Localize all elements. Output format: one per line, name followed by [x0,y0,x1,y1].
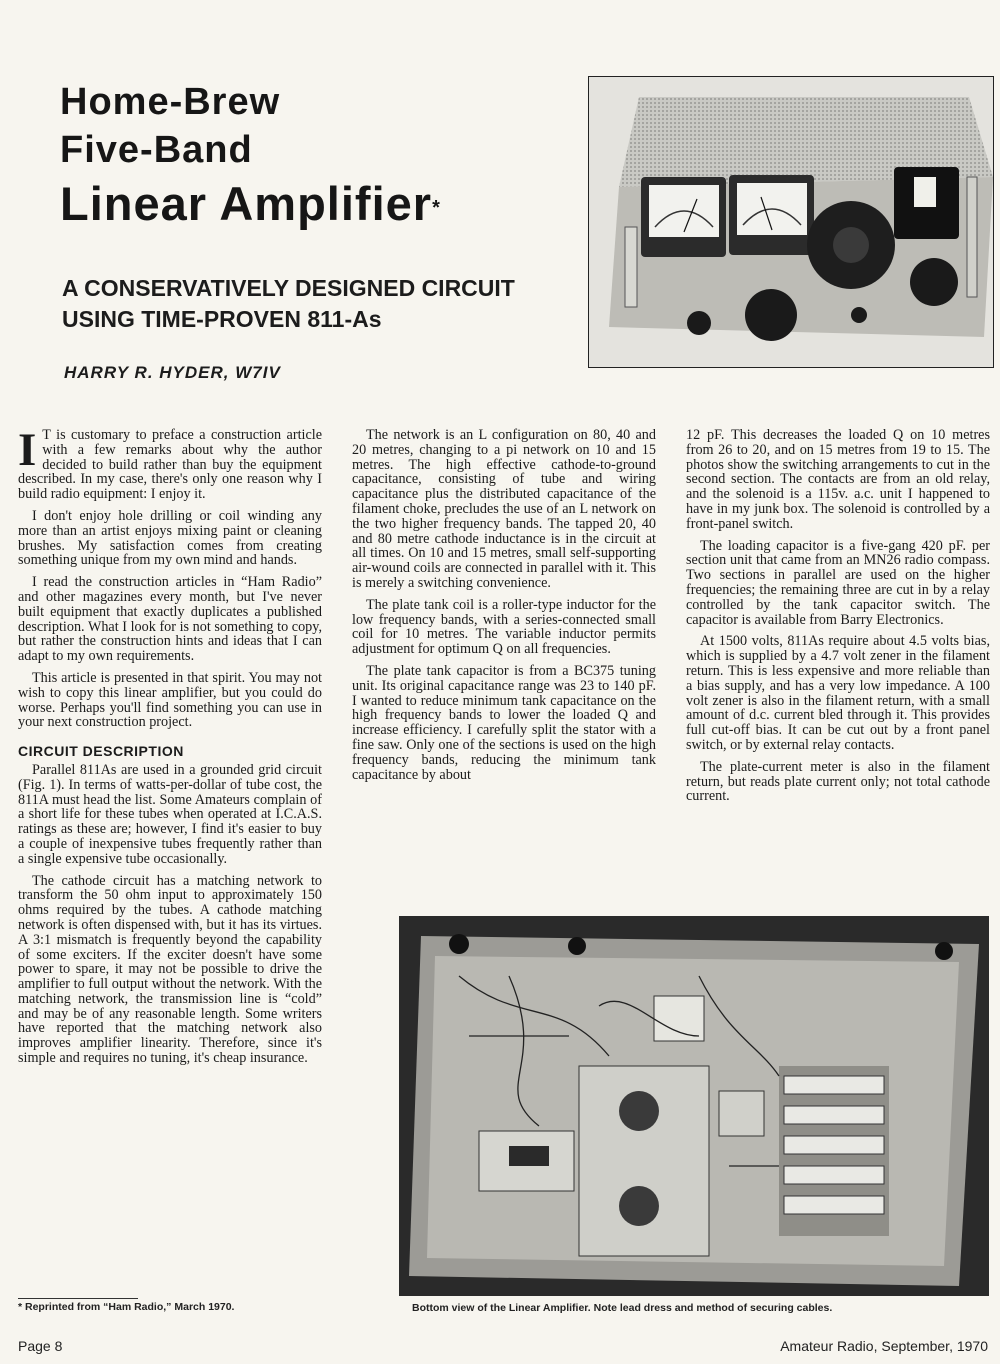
col1-paragraph-6: The cathode circuit has a matching network to transform the 50 ohm input to approximately 150 ohms required by the tubes. A cathode matching network is often dispensed with, but it has its virtues. A 3:1 mismatch is frequently beyond the capability of some exciters. If the exciter doesn't have some power to spare, it may not be possible to drive the amplifier to full output without the network. With the matching network, the transmission line is “cold” and may be of any reasonable length. Some writers have reported that the matching network also improves amplifier linearity. Therefore, since it's simple and requires no tuning, it's cheap insurance. [18,872,322,1067]
title-line-3 [60,174,580,234]
col2-paragraph-3: The plate tank capacitor is from a BC375 tuning unit. Its original capacitance range was 23 to 140 pF. I wanted to reduce minimum tank capacitance on the high frequency bands to lower the loaded Q and increase efficiency. I carefully split the stator with a fine saw. Only one of the sections is used on the high frequency bands, reducing the minimum tank capacitance by about [352,662,656,783]
col2-paragraph-1: The network is an L configuration on 80, 40 and 20 metres, changing to a pi network on 10 and 15 metres. The high effective cathode-to-ground capacitance, consisting of tube and wiring capacitance plus the distributed capacitance of the filament choke, precludes the use of an L network on the two higher frequency bands. The tapped 20, 40 and 80 metre cathode inductance is in the circuit at all times. On 10 and 15 metres, small self-supporting air-wound coils are connected in parallel with it. This is merely a switching convenience. [352,427,656,591]
col3-paragraph-4: The plate-current meter is also in the filament return, but reads plate current only; not total cathode current. [686,758,990,805]
amplifier-front-photo [588,76,994,368]
subtitle-line-1: A CONSERVATIVELY DESIGNED CIRCUIT [62,275,515,301]
col1-paragraph-2: I don't enjoy hole drilling or coil winding any more than an artist enjoys mixing paint or cleaning brushes. My satisfaction comes from creating something unique from my own mind and hands. [18,507,322,569]
magazine-footer: Amateur Radio, September, 1970 [780,1338,988,1354]
photo-caption: Bottom view of the Linear Amplifier. Note lead dress and method of securing cables. [412,1302,833,1314]
author-byline: HARRY R. HYDER, W7IV [64,363,281,382]
text-column-1 [18,424,322,1073]
col1-paragraph-4: This article is presented in that spirit. You may not wish to copy this linear amplifier, but you could do worse. Perhaps you'll find something you can use in your next construction project. [18,669,322,731]
col3-paragraph-3: At 1500 volts, 811As require about 4.5 volts bias, which is supplied by a 4.7 volt zener in the filament return. This is less expensive and more reliable than a bias supply, and has a very low impedance. A 100 volt zener is also in the filament return, with a small amount of d.c. current bled through it. This provides full cut-off bias. It can be cut out by a front panel switch, or by external relay contacts. [686,633,990,753]
col1-paragraph-5: Parallel 811As are used in a grounded grid circuit (Fig. 1). In terms of watts-per-dollar of tube cost, the 811A must head the list. Some Amateurs complain of a short life for these tubes when operated at I.C.A.S. ratings as these are; however, I find it's easier to buy a couple of inexpensive tubes frequently rather than a single expensive tube occasionally. [18,761,322,867]
subtitle-line-2: USING TIME-PROVEN 811-As [62,306,382,332]
col1-paragraph-3: I read the construction articles in “Ham Radio” and other magazines every month, but I've never built equipment that exactly duplicates a published description. What I look for is not something to copy, but rather the construction hints and ideas that I can adapt to my own requirements. [18,574,322,665]
footnote-rule [18,1298,138,1299]
text-column-2 [352,428,656,789]
drop-cap: I [18,424,37,476]
page-number: Page 8 [18,1338,63,1354]
col3-paragraph-2: The loading capacitor is a five-gang 420 pF. per section unit that came from an MN26 radio compass. Two sections in parallel are used on the higher frequencies; the remaining three are cut in by a relay controlled by the tank capacitor switch. The capacitor is available from Barry Electronics. [686,537,990,628]
col1-paragraph-1-text: T is customary to preface a construction article with a few remarks about why the author decided to build rather than buy the equipment described. In my case, there's only one reason why I build radio equipment: I enjoy it. [18,427,322,503]
title-line-2: Five-Band [60,129,253,171]
section-heading-circuit-description: CIRCUIT DESCRIPTION [18,743,184,760]
col2-paragraph-2: The plate tank coil is a roller-type inductor for the low frequency bands, with a series-connected small coil for 10 metres. The variable inductor permits adjustment for optimum Q on all frequencies. [352,596,656,658]
amplifier-front-illustration [589,77,993,367]
amplifier-bottom-illustration [399,916,989,1296]
article-subtitle [62,273,582,335]
title-footnote-mark: * [432,197,441,219]
col3-paragraph-1: 12 pF. This decreases the loaded Q on 10 metres from 26 to 20, and on 15 metres from 19 to 15. The photos show the switching arrangements to cut in the second section. The contacts are from an old relay, and the solenoid is a 115v. a.c. unit I happened to have in my junk box. The solenoid is controlled by a front-panel switch. [686,427,990,532]
text-column-3 [686,428,990,811]
title-line-3-text: Linear Amplifier [60,177,433,230]
col1-paragraph-1 [18,424,322,503]
amplifier-bottom-photo [399,916,989,1296]
reprint-footnote: * Reprinted from “Ham Radio,” March 1970. [18,1301,235,1313]
title-line-1: Home-Brew [60,81,281,123]
article-title [60,78,580,234]
